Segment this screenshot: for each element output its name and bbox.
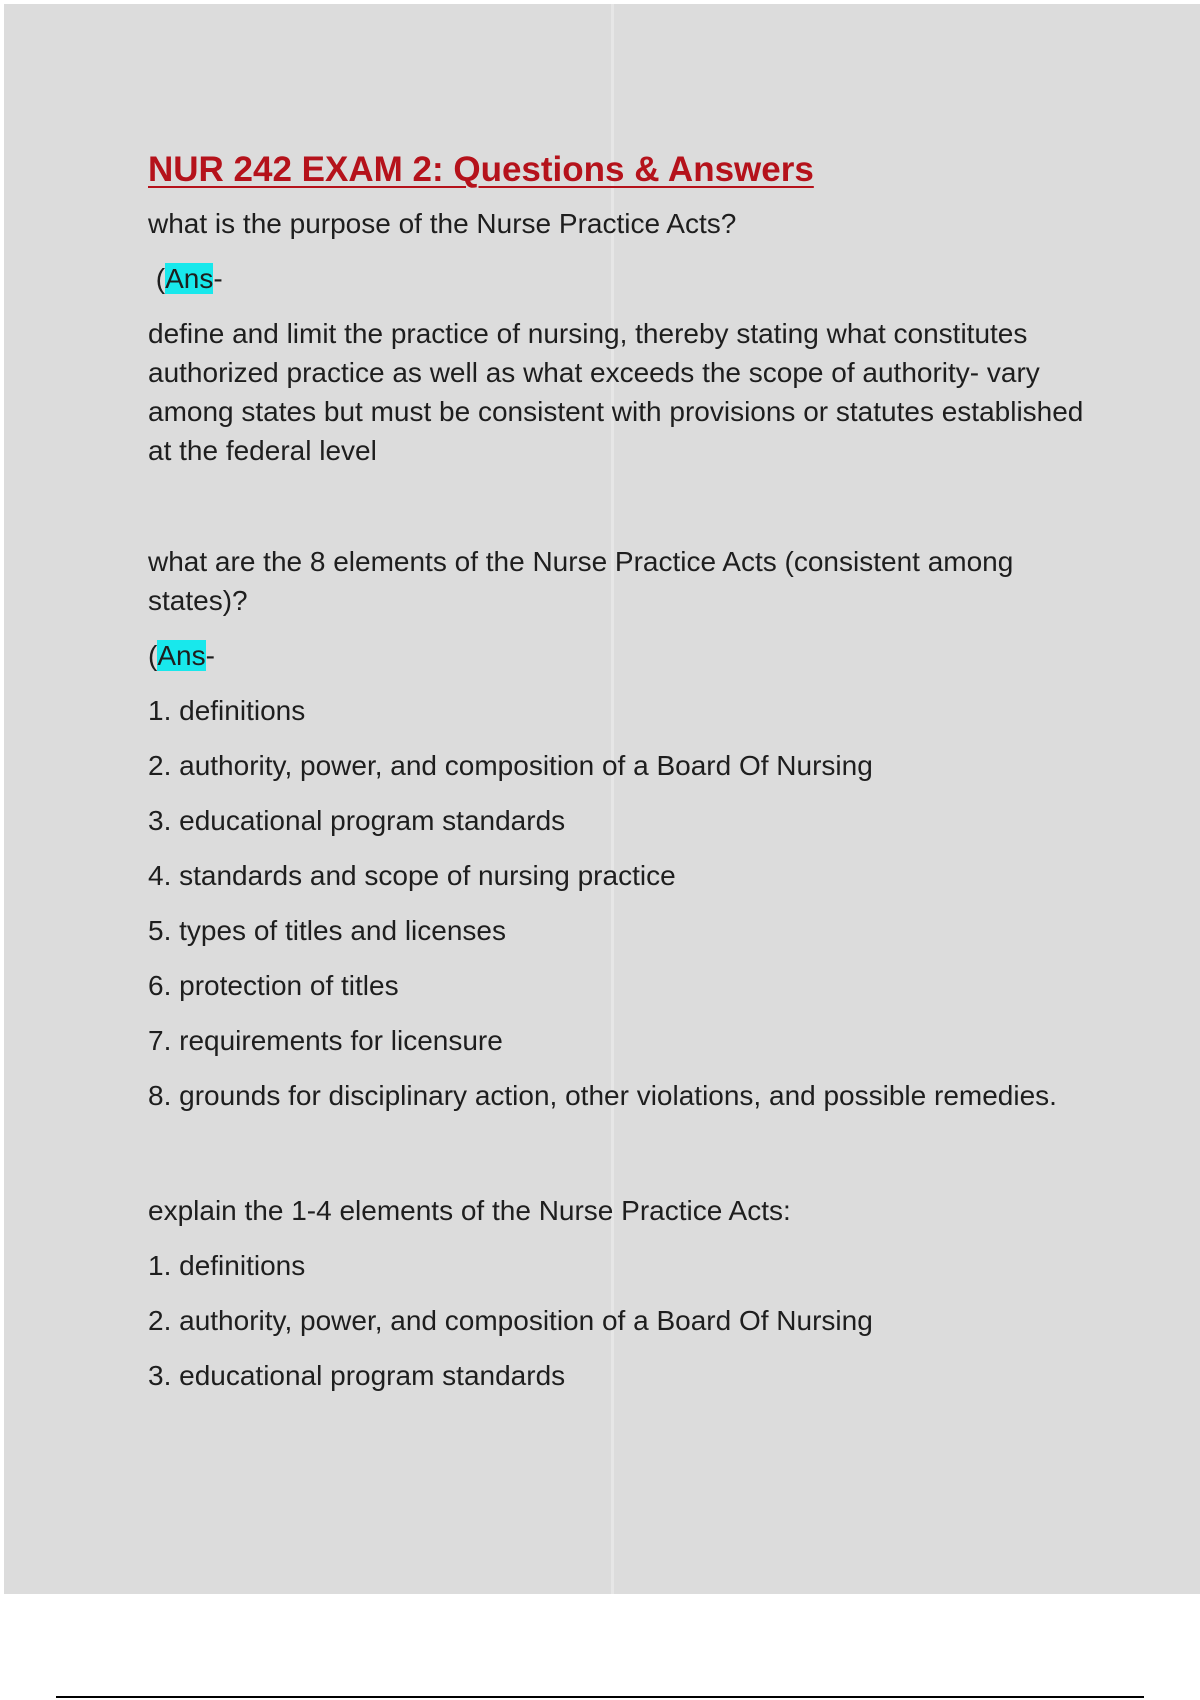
answer-paren-2: (: [148, 640, 158, 671]
answer-1-text: define and limit the practice of nursing, thereby stating what constitutes authorized practice as well as what exceeds the scope of authority- vary among states but must be consistent with provisions or statutes established at the federal level: [148, 318, 1084, 466]
list-item: 1. definitions: [148, 695, 306, 726]
answer-tag-2: Ans: [157, 640, 206, 671]
answer-label-1: [148, 259, 1088, 298]
answer-paren-1: (: [155, 263, 166, 294]
list-item: 2. authority, power, and composition of a Board Of Nursing: [148, 750, 873, 781]
document-content: [148, 148, 1088, 1411]
spacer: [148, 1131, 1088, 1191]
question-1: what is the purpose of the Nurse Practice Acts?: [148, 208, 737, 239]
spacer: [148, 470, 1088, 542]
list-item: 3. educational program standards: [148, 1360, 566, 1391]
answer-tag-1: Ans: [165, 263, 214, 294]
bottom-divider: [56, 1696, 1144, 1698]
list-item: 1. definitions: [148, 1250, 306, 1281]
list-item: 6. protection of titles: [148, 970, 399, 1001]
list-item: 5. types of titles and licenses: [148, 915, 506, 946]
list-item: 7. requirements for licensure: [148, 1025, 503, 1056]
answer-dash-2: -: [205, 640, 215, 671]
list-item: 4. standards and scope of nursing practice: [148, 860, 676, 891]
list-item: 3. educational program standards: [148, 805, 566, 836]
question-3: explain the 1-4 elements of the Nurse Practice Acts:: [148, 1195, 791, 1226]
list-item: 8. grounds for disciplinary action, other violations, and possible remedies.: [148, 1080, 1057, 1111]
document-title: NUR 242 EXAM 2: Questions & Answers: [148, 150, 814, 189]
answer-2-list: [148, 691, 1088, 1115]
answer-dash-1: -: [213, 263, 223, 294]
answer-label-2: [148, 636, 1088, 675]
question-2: what are the 8 elements of the Nurse Practice Acts (consistent among states)?: [148, 546, 1014, 616]
list-item: 2. authority, power, and composition of a Board Of Nursing: [148, 1305, 873, 1336]
question-3-list: [148, 1246, 1088, 1395]
